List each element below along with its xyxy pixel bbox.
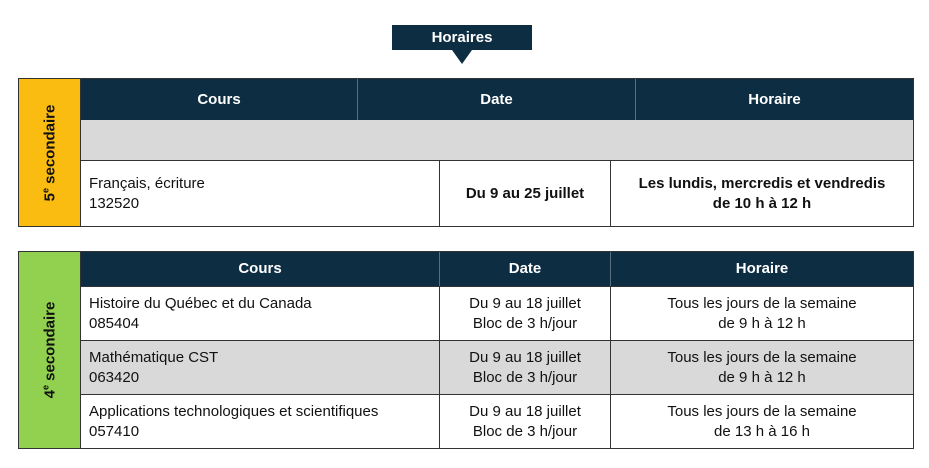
table-row-schedule: [611, 394, 913, 448]
level-superscript: e: [40, 385, 51, 391]
schedule-line-1: Les lundis, mercredis et vendredis: [638, 174, 886, 192]
header-date: Date: [358, 79, 636, 120]
table-row-date: [440, 286, 611, 340]
level-text: secondaire: [41, 104, 59, 188]
schedule-line-2: de 9 h à 12 h: [718, 314, 806, 332]
level-number: 4: [41, 390, 59, 399]
date-line-1: Du 9 au 18 juillet: [469, 402, 581, 420]
date-line-2: Bloc de 3 h/jour: [472, 314, 578, 332]
table-row-date: [440, 394, 611, 448]
arrow-down-icon: [452, 50, 472, 64]
table-row-schedule: [611, 286, 913, 340]
course-name: Mathématique CST: [89, 348, 219, 366]
level-text: secondaire: [41, 301, 59, 386]
date-line-2: Bloc de 3 h/jour: [472, 422, 578, 440]
schedule-line-2: de 9 h à 12 h: [718, 368, 806, 386]
table-row-date: [440, 340, 611, 394]
table-row-course: [81, 160, 440, 226]
course-code: 132520: [89, 194, 140, 212]
course-date: Du 9 au 25 juillet: [465, 184, 585, 202]
date-line-2: Bloc de 3 h/jour: [472, 368, 578, 386]
header-cours: Cours: [81, 79, 358, 120]
header-date: Date: [440, 252, 611, 286]
course-code: 085404: [89, 314, 140, 332]
schedule-title-text: Horaires: [431, 29, 493, 46]
course-name: Histoire du Québec et du Canada: [89, 294, 312, 312]
course-name: Français, écriture: [89, 174, 205, 192]
schedule-title: [392, 25, 532, 50]
section-4e-secondaire: [18, 251, 914, 449]
empty-gray-row: [81, 120, 913, 160]
date-line-1: Du 9 au 18 juillet: [469, 348, 581, 366]
side-label-5e: [19, 79, 81, 226]
schedule-line-1: Tous les jours de la semaine: [667, 348, 857, 366]
header-cours: Cours: [81, 252, 440, 286]
table-row-date: [440, 160, 611, 226]
schedule-line-2: de 10 h à 12 h: [712, 194, 812, 212]
course-code: 057410: [89, 422, 140, 440]
side-label-5e-text: [41, 104, 59, 201]
table-row-schedule: [611, 160, 913, 226]
section-5e-secondaire: [18, 78, 914, 227]
table-row-course: [81, 286, 440, 340]
table-row-course: [81, 394, 440, 448]
table-row-schedule: [611, 340, 913, 394]
header-horaire: Horaire: [611, 252, 913, 286]
schedule-line-1: Tous les jours de la semaine: [667, 402, 857, 420]
course-code: 063420: [89, 368, 140, 386]
level-superscript: e: [40, 187, 51, 193]
table-5e: [81, 79, 913, 226]
schedule-line-2: de 13 h à 16 h: [714, 422, 810, 440]
header-horaire: Horaire: [636, 79, 913, 120]
schedule-line-1: Tous les jours de la semaine: [667, 294, 857, 312]
side-label-4e: [19, 252, 81, 448]
level-number: 5: [41, 192, 59, 201]
table-4e: [81, 252, 913, 448]
course-name: Applications technologiques et scientifiques: [89, 402, 379, 420]
table-row-course: [81, 340, 440, 394]
date-line-1: Du 9 au 18 juillet: [469, 294, 581, 312]
side-label-4e-text: [41, 302, 59, 399]
